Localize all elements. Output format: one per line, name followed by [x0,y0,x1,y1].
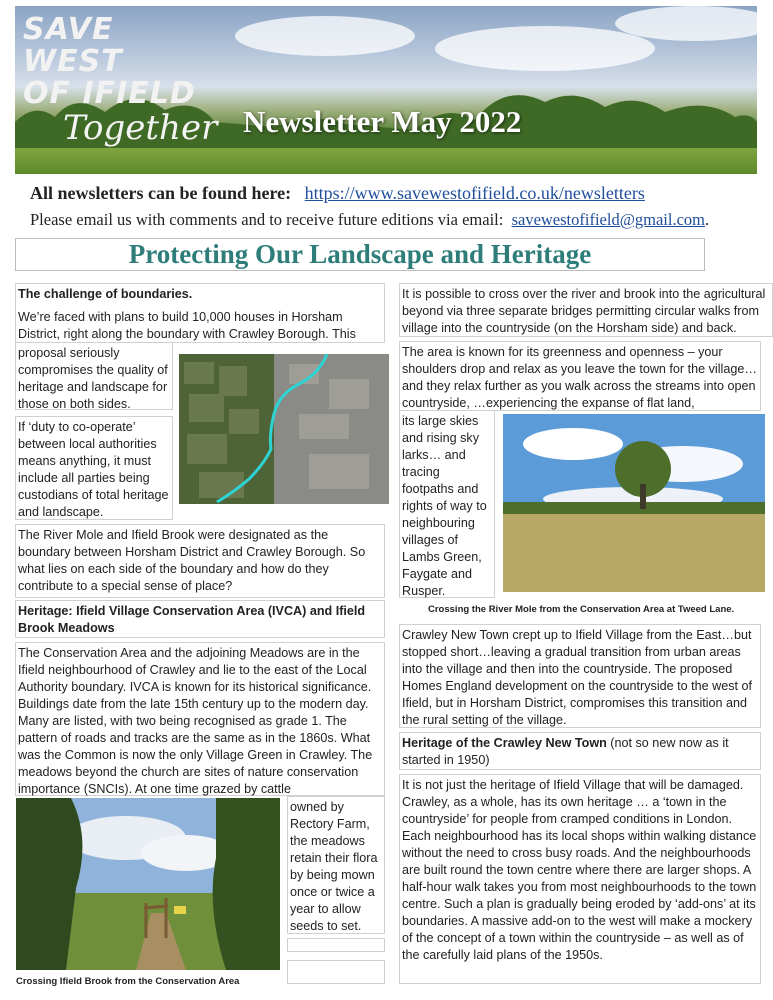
new-town-heading: Heritage of the Crawley New Town [402,736,607,750]
email-period: . [705,210,710,229]
new-town-block [399,624,761,728]
river-paragraph: The River Mole and Ifield Brook were designated as the boundary between Horsham District and Crawley Borough. So what lies on each side of the boundary and how do they contribute to a special sense of place? [18,528,366,593]
newsletter-title: Newsletter May 2022 [243,104,522,139]
left-wrap-block [15,342,173,410]
cloud [235,16,415,56]
new-town-paragraph: Crawley New Town crept up to Ifield Village from the East…but stopped short…leaving a gradual transition from urban areas into the village and then into the countryside. The proposed Homes England development on the countryside to the west of Ifield, but in Horsham District, compromises this transition and the rural setting of the village. [402,628,753,727]
meadows-wrap-block [287,796,385,934]
email-text: Please email us with comments and to receive future editions via email: [30,210,504,229]
cooperate-block [15,416,173,520]
river-mole-photo [503,414,765,592]
empty-box [287,960,385,984]
boundaries-paragraph: We’re faced with plans to build 10,000 houses in Horsham District, right along the boundary with Crawley Borough. This [18,310,356,341]
newsletters-link[interactable]: https://www.savewestofifield.co.uk/newsletters [304,183,645,203]
heritage-heading-block [15,600,385,638]
skies-wrap-block [399,410,495,598]
empty-box [287,938,385,952]
brook-photo-art [16,798,280,970]
newsletter-banner [15,6,757,174]
newsletters-label: All newsletters can be found here: [30,183,292,203]
section-headline: Protecting Our Landscape and Heritage [128,239,592,269]
river-mole-photo-art [503,414,765,592]
greenness-block [399,341,761,411]
email-line [30,210,709,230]
new-town-heading-block [399,732,761,770]
grass-field [15,148,757,174]
logo-line-1: SAVE WEST [23,12,123,79]
crawley-heritage-block [399,774,761,984]
conservation-block [15,642,385,796]
boundary-map-image [179,354,389,504]
heritage-heading: Heritage: Ifield Village Conservation Area (IVCA) and Ifield Brook Meadows [18,604,366,635]
logo [23,12,218,148]
boundary-map [179,354,389,504]
river-block [15,524,385,598]
logo-line-3: Together [63,108,218,148]
boundaries-paragraph-cont: proposal seriously compromises the quality of heritage and landscape for those on both sides. [18,346,168,411]
logo-line-2: OF IFIELD [23,76,196,111]
cloud [435,26,655,71]
new-town-heading-rest: (not so new now as it started in 1950) [402,736,729,767]
conservation-paragraph: The Conservation Area and the adjoining Meadows are in the Ifield neighbourhood of Crawley and lie to the east of the Local Authority boundary. IVCA is known for its historical significance. Buildings date from the late 15th century up to the modern day. Many are listed, with two being recognised as grade 1. The pattern of roads and tracks are the same as in the 1860s. What was the Common is now the only Village Green in Crawley. The meadows beyond the church are sites of nature conservation importance (SNCIs). At one time grazed by cattle [18,646,373,796]
river-mole-caption: Crossing the River Mole from the Conservation Area at Tweed Lane. [428,604,735,615]
brook-crossing-photo [16,798,280,970]
bridges-block [399,283,773,337]
greenness-paragraph-cont: its large skies and rising sky larks… and tracing footpaths and rights of way to neighbouring villages of Lambs Green, Faygate and Rusper. [402,414,487,598]
left-intro-block [15,283,385,343]
crawley-heritage-paragraph: It is not just the heritage of Ifield Village that will be damaged. Crawley, as a whole, has its own heritage … a ‘town in the countryside’ for people from cramped conditions in London. Each neighbourhood has its local shops within walking distance without the need to cross busy roads. And the neighbourhoods are built round the town centre where there are larger shops. A half-hour walk takes you from most neighbourhoods to the town centre. Such a plan is gradually being eroded by ‘add-ons’ at its boundaries. A massive add-on to the west will make a mockery of the concept of a town within the countryside – as well as of the carefully laid plans of the 1950s. [402,778,757,962]
email-link[interactable]: savewestofifield@gmail.com [511,210,706,229]
brook-caption: Crossing Ifield Brook from the Conservation Area [16,976,240,987]
greenness-paragraph: The area is known for its greenness and openness – your shoulders drop and relax as you leave the town for the village…and they relax further as you walk across the streams into open countryside, …experiencing the expanse of flat land, [402,345,757,410]
new-town-heading-line [402,735,758,769]
boundaries-heading: The challenge of boundaries. [18,287,193,301]
newsletters-line [30,183,645,204]
conservation-paragraph-cont: owned by Rectory Farm, the meadows retain their flora by being mown once or twice a year to allow seeds to set. [290,800,378,933]
bridges-paragraph: It is possible to cross over the river and brook into the agricultural beyond via three separate bridges permitting circular walks from village into the countryside (on the Horsham side) and back. [402,287,766,335]
cooperate-paragraph: If ‘duty to co-operate’ between local authorities means anything, it must include all parties being custodians of total heritage and landscape. [18,420,169,519]
